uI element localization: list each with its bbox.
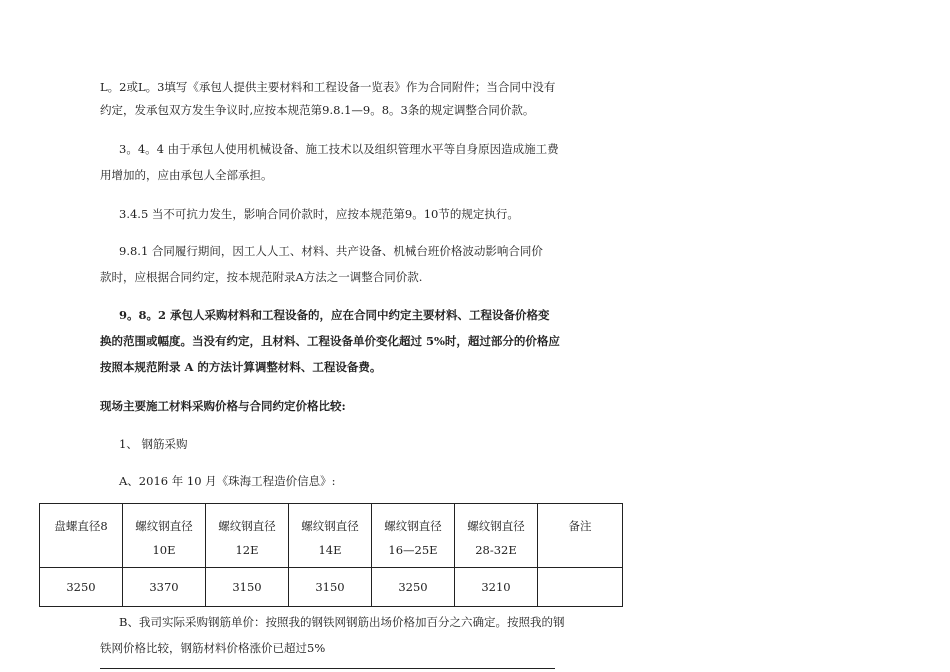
- table-cell: 3250: [372, 568, 455, 607]
- table-header-row: [40, 504, 623, 568]
- price-table: [39, 503, 623, 607]
- table-cell: [538, 568, 623, 607]
- paragraph-line: B、我司实际采购钢筋单价：按照我的钢铁网钢筋出场价格加百分之六确定。按照我的钢: [119, 615, 565, 629]
- table-header-cell: 螺纹钢直径 12E: [206, 504, 289, 568]
- table-cell: 3150: [289, 568, 372, 607]
- paragraph-line-bold: 9。8。2 承包人采购材料和工程设备的，应在合同中约定主要材料、工程设备价格变: [119, 308, 550, 322]
- paragraph-line: 约定，发承包双方发生争议时,应按本规范第9.8.1—9。8。3条的规定调整合同价款。: [100, 103, 535, 117]
- table-header-cell: 盘螺直径8: [40, 504, 123, 568]
- paragraph-line: 3。4。4 由于承包人使用机械设备、施工技术以及组织管理水平等自身原因造成施工费: [119, 142, 559, 156]
- table-header-cell: 螺纹钢直径 14E: [289, 504, 372, 568]
- table-row: [40, 568, 623, 607]
- table-header-cell: 螺纹钢直径 10E: [123, 504, 206, 568]
- list-item: 1、 钢筋采购: [119, 437, 188, 451]
- table-header-cell: 备注: [538, 504, 623, 568]
- list-item: A、2016 年 10 月《珠海工程造价信息》:: [119, 474, 336, 488]
- table-header-cell: 螺纹钢直径 16—25E: [372, 504, 455, 568]
- paragraph-line: 款时，应根据合同约定，按本规范附录A方法之一调整合同价款.: [100, 270, 423, 284]
- table-cell: 3250: [40, 568, 123, 607]
- paragraph-line: 用增加的，应由承包人全部承担。: [100, 168, 273, 182]
- table-cell: 3370: [123, 568, 206, 607]
- paragraph-line-bold: 按照本规范附录 A 的方法计算调整材料、工程设备费。: [100, 360, 382, 374]
- table-cell: 3210: [455, 568, 538, 607]
- paragraph-line-bold: 换的范围或幅度。当没有约定，且材料、工程设备单价变化超过 5%时，超过部分的价格应: [100, 334, 560, 348]
- paragraph-line: 铁网价格比较，钢筋材料价格涨价已超过5%: [100, 641, 326, 655]
- table-cell: 3150: [206, 568, 289, 607]
- section-heading: 现场主要施工材料采购价格与合同约定价格比较:: [100, 399, 346, 413]
- table-header-cell: 螺纹钢直径 28-32E: [455, 504, 538, 568]
- paragraph-line: 9.8.1 合同履行期间，因工人人工、材料、共产设备、机械台班价格波动影响合同价: [119, 244, 543, 258]
- table-top-border: [100, 668, 555, 669]
- paragraph-line: 3.4.5 当不可抗力发生，影响合同价款时，应按本规范第9。10节的规定执行。: [119, 207, 519, 221]
- paragraph-line: L。2或L。3填写《承包人提供主要材料和工程设备一览表》作为合同附件；当合同中没有: [100, 80, 556, 94]
